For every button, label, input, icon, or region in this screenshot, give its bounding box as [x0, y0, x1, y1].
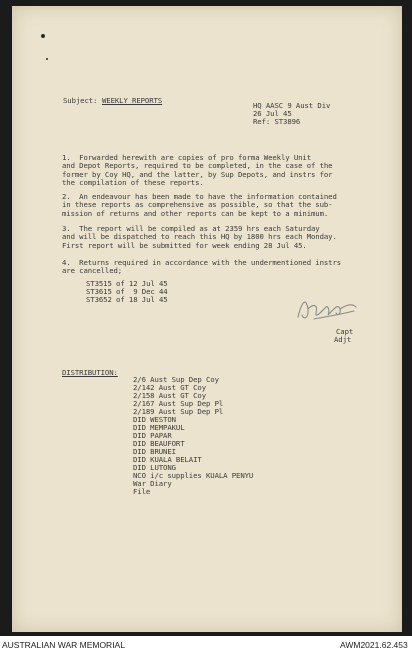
paragraph-2: 2. An endeavour has been made to have the information contained in these reports as comprehensive as possible, so that the sub- mission of returns and other reports can be kept to a minimum. — [62, 192, 337, 218]
cancelled-instr: ST3515 of 12 Jul 45 — [86, 279, 168, 288]
distribution-item: 2/142 Aust GT Coy — [133, 383, 206, 392]
distribution-item: DID WESTON — [133, 415, 176, 424]
distribution-item: 2/167 Aust Sup Dep Pl — [133, 399, 224, 408]
distribution-item: DID BEAUFORT — [133, 439, 185, 448]
distribution-item: 2/158 Aust GT Coy — [133, 391, 206, 400]
footer-institution: AUSTRALIAN WAR MEMORIAL — [2, 640, 125, 650]
punch-hole-mark — [41, 34, 45, 38]
distribution-item: NCO i/c supplies KUALA PENYU — [133, 471, 254, 480]
paragraph-1: 1. Forwarded herewith are copies of pro forma Weekly Unit and Depot Reports, required to be completed, in the case of the former by Coy HQ, and the latter, by Sup Depots, and instrs for the compilation of these reports. — [62, 153, 333, 187]
distribution-item: DID PAPAR — [133, 431, 172, 440]
archive-footer — [0, 638, 412, 653]
signature-scribble — [294, 291, 364, 327]
cancelled-instr: ST3615 of 9 Dec 44 — [86, 287, 168, 296]
hq-line: HQ AASC 9 Aust Div — [253, 101, 331, 110]
subject-label: Subject: — [63, 96, 98, 105]
pin-mark — [46, 58, 48, 60]
document-page — [12, 6, 402, 632]
paragraph-3: 3. The report will be compiled as at 2359 hrs each Saturday and will be dispatched to reach this HQ by 1800 hrs each Monday. First report will be submitted for week ending 28 Jul 45. — [62, 224, 337, 250]
reference-line: Ref: ST3896 — [253, 117, 301, 126]
signature-rank: Capt — [336, 327, 354, 336]
distribution-item: File — [133, 487, 151, 496]
distribution-item: 2/6 Aust Sup Dep Coy — [133, 375, 219, 384]
date-line: 26 Jul 45 — [253, 109, 292, 118]
footer-accession-number: AWM2021.62.453 — [340, 640, 408, 650]
signature-appointment: Adjt — [334, 335, 352, 344]
distribution-item: DID KUALA BELAIT — [133, 455, 202, 464]
cancelled-instr: ST3652 of 18 Jul 45 — [86, 295, 168, 304]
subject-value: WEEKLY REPORTS — [102, 96, 163, 105]
distribution-item: DID BRUNEI — [133, 447, 176, 456]
distribution-item: 2/189 Aust Sup Dep Pl — [133, 407, 224, 416]
distribution-item: DID MEMPAKUL — [133, 423, 185, 432]
paragraph-4: 4. Returns required in accordance with the undermentioned instrs are cancelled; — [62, 258, 342, 276]
distribution-item: War Diary — [133, 479, 172, 488]
distribution-item: DID LUTONG — [133, 463, 176, 472]
distribution-label: DISTRIBUTION: — [62, 368, 118, 377]
